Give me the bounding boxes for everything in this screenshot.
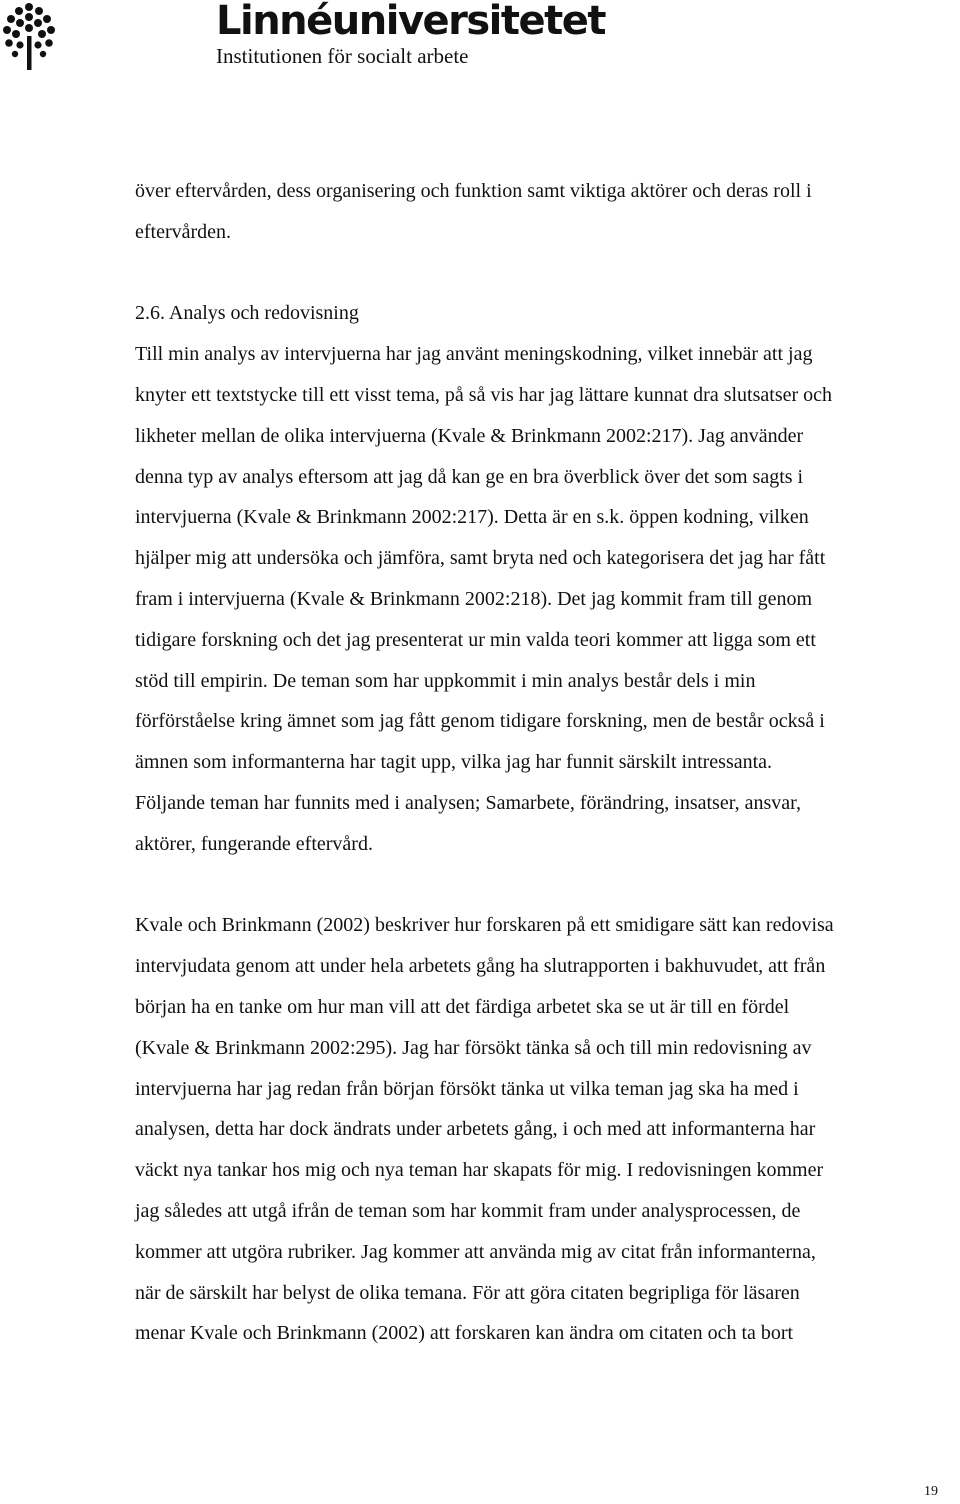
text-line: Till min analys av intervjuerna har jag använt meningskodning, vilket innebär att jag: [135, 343, 813, 366]
section-heading: 2.6. Analys och redovisning: [135, 302, 359, 325]
paragraph: [135, 171, 945, 253]
text-line: fram i intervjuerna (Kvale & Brinkmann 2002:218). Det jag kommit fram till genom: [135, 587, 813, 610]
header-logo: [0, 0, 620, 80]
text-line: likheter mellan de olika intervjuerna (Kvale & Brinkmann 2002:217). Jag använder: [135, 424, 804, 447]
text-line: (Kvale & Brinkmann 2002:295). Jag har försökt tänka så och till min redovisning av: [135, 1036, 812, 1059]
text-line: Följande teman har funnits med i analysen; Samarbete, förändring, insatser, ansvar,: [135, 791, 801, 814]
university-name: Linnéuniversitetet: [216, 0, 606, 44]
text-line: eftervården.: [135, 220, 232, 243]
text-line: ämnen som informanterna har tagit upp, vilka jag har funnit särskilt intressanta.: [135, 751, 773, 774]
text-line: analysen, detta har dock ändrats under arbetets gång, i och med att informanterna har: [135, 1118, 816, 1141]
text-line: hjälper mig att undersöka och jämföra, samt bryta ned och kategorisera det jag har fått: [135, 547, 826, 570]
text-line: denna typ av analys eftersom att jag då kan ge en bra överblick över det som sagts i: [135, 465, 804, 488]
paragraph: [135, 905, 945, 1354]
department-name: Institutionen för socialt arbete: [216, 44, 469, 68]
text-line: aktörer, fungerande eftervård.: [135, 832, 373, 855]
tree-logo-icon: [2, 2, 56, 70]
page-number: 19: [924, 1484, 938, 1499]
text-line: över eftervården, dess organisering och funktion samt viktiga aktörer och deras roll i: [135, 180, 812, 202]
text-line: när de särskilt har belyst de olika temana. För att göra citaten begripliga för läsaren: [135, 1281, 800, 1304]
text-line: Kvale och Brinkmann (2002) beskriver hur forskaren på ett smidigare sätt kan redovisa: [135, 914, 834, 937]
text-line: kommer att utgöra rubriker. Jag kommer att använda mig av citat från informanterna,: [135, 1240, 816, 1263]
text-line: menar Kvale och Brinkmann (2002) att forskaren kan ändra om citaten och ta bort: [135, 1322, 794, 1345]
text-line: knyter ett textstycke till ett visst tema, på så vis har jag lättare kunnat dra slutsatser och: [135, 383, 833, 406]
text-line: väckt nya tankar hos mig och nya teman har skapats för mig. I redovisningen kommer: [135, 1159, 824, 1182]
text-line: förförståelse kring ämnet som jag fått genom tidigare forskning, men de består också i: [135, 710, 825, 733]
paragraph: [135, 293, 945, 864]
text-line: tidigare forskning och det jag presenterat ur min valda teori kommer att ligga som ett: [135, 628, 816, 651]
text-line: intervjuerna har jag redan från början försökt tänka ut vilka teman jag ska ha med i: [135, 1077, 799, 1100]
document-body: [135, 171, 945, 1354]
text-line: jag således att utgå ifrån de teman som har kommit fram under analysprocessen, de: [135, 1199, 801, 1222]
text-line: intervjuerna (Kvale & Brinkmann 2002:217). Detta är en s.k. öppen kodning, vilken: [135, 506, 809, 529]
text-line: början ha en tanke om hur man vill att det färdiga arbetet ska se ut är till en fördel: [135, 995, 790, 1018]
text-line: stöd till empirin. De teman som har uppkommit i min analys består dels i min: [135, 669, 756, 692]
text-line: intervjudata genom att under hela arbetets gång ha slutrapporten i bakhuvudet, att från: [135, 955, 826, 978]
